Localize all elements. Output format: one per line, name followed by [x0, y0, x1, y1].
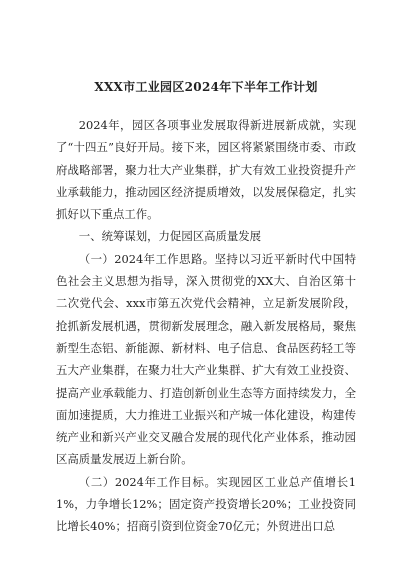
intro-paragraph: 2024年，园区各项事业发展取得新进展新成就，实现了“十四五”良好开局。接下来，园区将紧紧围绕市委、市政府战略部署，聚力壮大产业集群，扩大有效工业投资提升产业承载能力，推动园区经济提质增效，以发展保稳定，扎实抓好以下重点工作。: [56, 118, 356, 222]
section-heading: 一、统筹谋划，力促园区高质量发展: [78, 229, 262, 244]
document-page: [56, 78, 356, 538]
document-title: XXX市工业园区2024年下半年工作计划: [94, 80, 318, 94]
work-goal-paragraph: [56, 471, 356, 538]
work-idea-body: 坚持以习近平新时代中国特色社会主义思想为指导，深入贯彻党的XX大、自治区第十二次党代会、xxx市第五次党代会精神，立足新发展阶段，抢抓新发展机遇，贯彻新发展理念，融入新发展格局，聚焦新型生态铝、新能源、新材料、电子信息、食品医药轻工等五大产业集群，在聚力壮大产业集群、扩大有效工业投资、提高产业承载能力、打造创新创业生态等方面持续发力，全面加速提质，大力推进工业振兴和产城一体化建设，构建传统产业和新兴产业交叉融合发展的现代化产业体系，推动园区高质量发展迈上新台阶。: [56, 251, 356, 467]
work-goal-lead: （二）2024年工作目标。: [78, 474, 217, 489]
work-goal-body: 实现园区工业总产值增长11%，力争增长12%；固定资产投资增长20%；工业投资同比增长40%；招商引资到位资金70亿元；外贸进出口总: [56, 474, 356, 534]
work-idea-lead: （一）2024年工作思路。: [78, 251, 215, 266]
work-idea-paragraph: [56, 248, 356, 471]
